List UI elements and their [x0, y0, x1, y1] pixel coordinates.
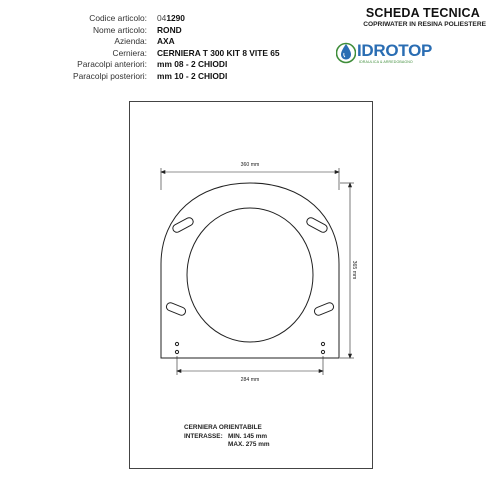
bumper-slot	[171, 216, 194, 233]
spec-label: Azienda:	[114, 36, 147, 47]
spec-label: Paracolpi posteriori:	[72, 70, 147, 81]
bumper-slot	[165, 302, 187, 317]
seat-outline	[161, 183, 339, 358]
spec-label: Cerniera:	[112, 47, 147, 58]
spec-value-nome: ROND	[157, 24, 182, 35]
spec-value-codice-number: 1290	[166, 13, 185, 23]
dimension-label-width: 360 mm	[240, 162, 260, 168]
spec-value-paracolpi-anteriori: mm 08 - 2 CHIODI	[157, 59, 228, 70]
spec-label: Paracolpi anteriori:	[77, 59, 147, 70]
sheet-subtitle: COPRIWATER IN RESINA POLIESTERE	[363, 21, 486, 28]
bumper-slot	[313, 302, 335, 317]
hinge-notes	[184, 424, 270, 450]
hinge-hole	[321, 342, 324, 345]
spec-value-codice-prefix: 04	[157, 13, 167, 23]
spec-label: Codice articolo:	[89, 13, 147, 23]
seat-opening	[187, 208, 313, 342]
note-max-value: MAX. 275 mm	[228, 441, 270, 449]
note-min-value: MIN. 145 mm	[228, 432, 268, 440]
spec-value-paracolpi-posteriori: mm 10 - 2 CHIODI	[157, 70, 228, 81]
spec-label: Nome articolo:	[93, 24, 147, 35]
dimension-label-height: 365 mm	[351, 260, 357, 280]
note-interasse-label: INTERASSE:	[184, 432, 223, 440]
sheet-title: SCHEDA TECNICA	[365, 6, 480, 20]
bumper-slot	[305, 216, 328, 233]
hinge-hole	[321, 350, 324, 353]
note-row-min	[184, 433, 270, 442]
dimension-label-hinge-span: 284 mm	[240, 377, 260, 383]
note-title: CERNIERA ORIENTABILE	[184, 424, 262, 431]
hinge-hole	[175, 350, 178, 353]
logo-text: IDROTOP	[357, 41, 433, 60]
hinge-hole	[175, 342, 178, 345]
spec-value-cerniera: CERNIERA T 300 KIT 8 VITE 65	[157, 47, 280, 58]
spec-value-azienda: AXA	[157, 36, 175, 47]
logo-tagline: IDRAULICA & ARREDOBAGNO	[359, 60, 413, 64]
